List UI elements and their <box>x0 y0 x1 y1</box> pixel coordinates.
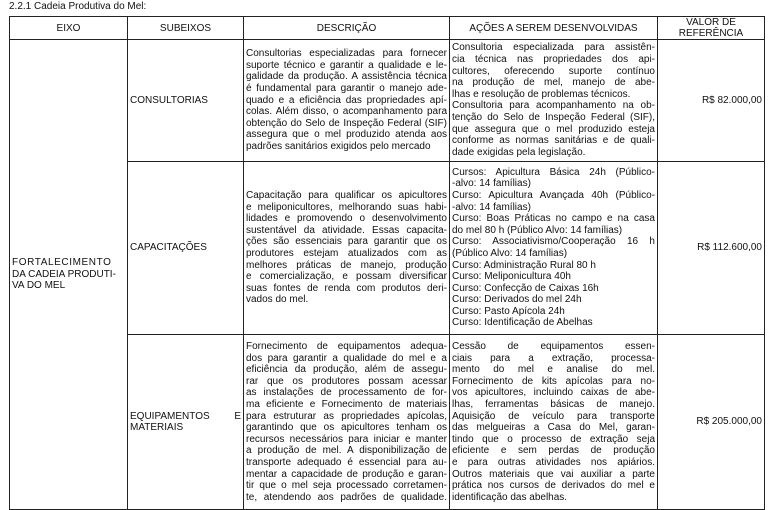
desc-line: suporte técnico e garantir a qualidade e le- <box>246 59 447 71</box>
desc-line: te, atendendo aos padrões de qualidade. <box>246 491 447 503</box>
acao-line: Curso: Pasto Apícola 24h <box>452 305 565 317</box>
acao-line: dade exigidas pela legislação. <box>452 146 586 158</box>
desc-line: rar que os produtores possam acessar <box>246 375 447 387</box>
desc-line: galidade da produção. A assistência técnica <box>246 71 447 83</box>
header-eixo: EIXO <box>10 17 128 40</box>
desc-line: e comercialização, e possam diversificar <box>246 271 447 283</box>
desc-line: transporte adequado é essencial para au- <box>246 456 447 468</box>
acao-line: eficiente e sem perdas de produção <box>452 445 655 457</box>
acao-line: Curso: Administração Rural 80 h <box>452 259 596 271</box>
desc-line: assegura que o mel produzido atenda aos <box>246 129 447 141</box>
desc-line: recursos necessários para iniciar e manter <box>246 433 447 445</box>
header-valor-line1: VALOR DE <box>686 17 736 29</box>
subeixo-consultorias: CONSULTORIAS <box>128 40 244 161</box>
acao-line: cultores, oferecendo suporte contínuo <box>452 65 655 77</box>
desc-line: ma eficiente e Fornecimento de materiais <box>246 398 447 410</box>
acao-line: Fornecimento de kits apícolas para no- <box>452 375 655 387</box>
descricao-consultorias <box>244 40 450 161</box>
acao-line: Curso: Confecção de Caixas 16h <box>452 282 599 294</box>
acao-line: prática nos cursos de derivados do mel e <box>452 480 655 492</box>
acao-line: cia técnica nas propriedades dos api- <box>452 53 655 65</box>
desc-line: é fundamental para garantir o manejo ade- <box>246 82 447 94</box>
acao-line: Curso: Boas Práticas no campo e na casa <box>452 213 655 225</box>
acao-line: lhas e resolução de problemas técnicos. <box>452 88 631 100</box>
acao-line: Cursos: Apicultura Básica 24h (Público- <box>452 166 655 178</box>
desc-line: padrões sanitários exigidos pelo mercado <box>246 140 431 152</box>
desc-line: tir que o mel seja processado corretamen- <box>246 480 447 492</box>
acao-line: (Público Alvo: 14 famílias) <box>452 247 568 259</box>
table-row-consultorias <box>10 40 765 161</box>
header-descricao: DESCRIÇÃO <box>244 17 450 40</box>
desc-line: colas. Além disso, o acompanhamento para <box>246 106 447 118</box>
acao-line: que assegura que o mel produzido esteja <box>452 123 655 135</box>
project-table <box>9 16 765 510</box>
acao-line: e para outras atividades nos apiários. <box>452 456 655 468</box>
desc-line: a produção de mel. A disponibilização de <box>246 445 447 457</box>
acao-line: identificação das abelhas. <box>452 491 568 503</box>
acao-line: Outros materiais que vai auxiliar a parte <box>452 468 655 480</box>
eixo-line-3: VA DO MEL <box>12 280 66 292</box>
section-caption: 2.2.1 Cadeia Produtiva do Mel: <box>9 1 147 12</box>
header-valor-line2: REFERÊNCIA <box>678 28 744 40</box>
desc-line: mentar a capacidade de produção e garan- <box>246 468 447 480</box>
subeixo-capacitacoes: CAPACITAÇÕES <box>128 161 244 335</box>
valor-equipamentos: R$ 205.000,00 <box>658 335 765 510</box>
subeixo-line-2: MATERIAIS <box>130 422 184 434</box>
eixo-line-2: DA CADEIA PRODUTI- <box>12 268 116 280</box>
acao-line: Consultoria especializada para assistên- <box>452 42 655 54</box>
desc-line: Capacitação para qualificar os apicultores <box>246 189 447 201</box>
acao-line: Curso: Identificação de Abelhas <box>452 317 593 329</box>
acao-line: na produção de mel, manejo de abe- <box>452 77 655 89</box>
desc-line: suas fontes de renda com produtos deri- <box>246 282 447 294</box>
acao-line: conforme as normas sanitárias e de quali- <box>452 135 655 147</box>
subeixo-line-1: EQUIPAMENTOS E <box>130 410 241 422</box>
eixo-line-1: FORTALECIMENTO <box>12 257 112 269</box>
descricao-capacitacoes <box>244 161 450 335</box>
acao-line: -alvo: 14 famílias) <box>452 178 531 190</box>
desc-line: dos para garantir a qualidade do mel e a <box>246 352 447 364</box>
acoes-capacitacoes <box>450 161 658 335</box>
desc-line: ções são essenciais para garantir que os <box>246 236 447 248</box>
acao-line: -alvo: 14 famílias) <box>452 201 531 213</box>
acao-line: Consultoria para acompanhamento na ob- <box>452 100 655 112</box>
desc-line: eficiência da produção, além de assegu- <box>246 364 447 376</box>
acao-line: ciais para a extração, processa- <box>452 352 655 364</box>
valor-capacitacoes: R$ 112.600,00 <box>658 161 765 335</box>
desc-line: Fornecimento de equipamentos adequa- <box>246 340 447 352</box>
header-acoes: AÇÕES A SEREM DESENVOLVIDAS <box>450 17 658 40</box>
desc-line: produtores estejam atualizados com as <box>246 247 447 259</box>
acao-line: mento do mel e analise do mel. <box>452 364 655 376</box>
acao-line: Curso: Associativismo/Cooperação 16 h <box>452 236 655 248</box>
desc-line: Consultorias especializadas para fornecer <box>246 48 447 60</box>
desc-line: vados do mel. <box>246 294 309 306</box>
desc-line: as instalações de processamento de for- <box>246 387 447 399</box>
desc-line: quado e a eficiência das propriedades apí- <box>246 94 447 106</box>
desc-line: para estruturar as propriedades apícolas, <box>246 410 447 422</box>
acao-line: do mel 80 h (Público Alvo: 14 famílias) <box>452 224 623 236</box>
header-valor <box>658 17 765 40</box>
acao-line: Curso: Apicultura Avançada 40h (Público- <box>452 189 655 201</box>
acao-line: Aquisição de veículo para transporte <box>452 410 655 422</box>
acao-line: vos apicultores, incluindo caixas de abe- <box>452 387 655 399</box>
eixo-cell <box>10 40 128 510</box>
desc-line: garantindo que os apicultores tenham os <box>246 422 447 434</box>
header-subeixos: SUBEIXOS <box>128 17 244 40</box>
acoes-equipamentos <box>450 335 658 510</box>
subeixo-equipamentos <box>128 335 244 510</box>
acao-line: tindo que o processo de extração seja <box>452 433 655 445</box>
valor-consultorias: R$ 82.000,00 <box>658 40 765 161</box>
acao-line: Cessão de equipamentos essen- <box>452 340 655 352</box>
acao-line: Curso: Derivados do mel 24h <box>452 294 582 306</box>
acao-line: tenção do Selo de Inspeção Federal (SIF), <box>452 111 655 123</box>
desc-line: obtenção do Selo de Inspeção Federal (SIF) <box>246 117 447 129</box>
desc-line: sustentável da atividade. Essas capacita- <box>246 224 447 236</box>
acao-line: Curso: Meliponicultura 40h <box>452 271 571 283</box>
desc-line: lidades e promovendo o desenvolvimento <box>246 213 447 225</box>
header-row <box>10 17 765 40</box>
acao-line: das melgueiras a Casa do Mel, garan- <box>452 422 655 434</box>
desc-line: e meliponicultores, melhorando suas habi- <box>246 201 447 213</box>
acao-line: lhas, ferramentas básicas de manejo. <box>452 398 655 410</box>
descricao-equipamentos <box>244 335 450 510</box>
desc-line: melhores práticas de manejo, produção <box>246 259 447 271</box>
acoes-consultorias <box>450 40 658 161</box>
